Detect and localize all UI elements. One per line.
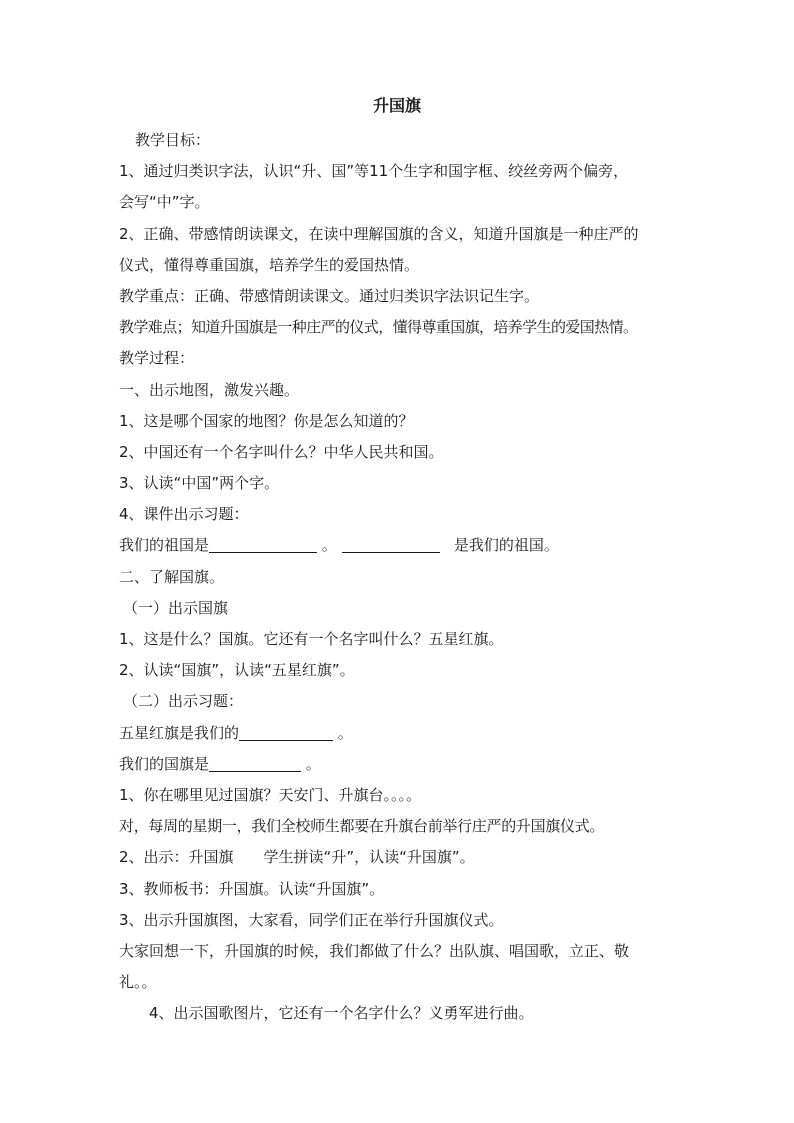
text-line: 1、这是什么？国旗。它还有一个名字叫什么？五星红旗。 (119, 630, 504, 648)
exercise-line-national-flag (119, 749, 679, 780)
fill-blank (239, 724, 333, 741)
fill-blank (209, 536, 317, 553)
text-line: 2、认读“国旗”，认读“五星红旗”。 (119, 661, 355, 680)
text-line: 4、课件出示习题： (119, 505, 249, 524)
text-line: 1、你在哪里见过国旗？天安门、升旗台。。。。 (119, 785, 422, 804)
text-line: 教学目标： (135, 131, 211, 149)
exercise-line-flag (119, 718, 679, 749)
text-line: 礼。。 (119, 973, 157, 992)
text-line: 会写“中”字。 (119, 193, 210, 212)
text-line: 教学重点：正确、带感情朗读课文。通过归类识字法识记生字。 (119, 286, 540, 305)
text-line: 教学难点；知道升国旗是一种庄严的仪式，懂得尊重国旗，培养学生的爱国热情。 (119, 318, 638, 337)
exercise-suffix: 是我们的祖国。 (453, 536, 559, 555)
document-body (119, 125, 679, 1029)
text-line: 大家回想一下，升国旗的时候，我们都做了什么？出队旗、唱国歌，立正、敬 (119, 941, 630, 960)
text-line: 二、了解国旗。 (119, 567, 225, 586)
exercise-prefix: 五星红旗是我们的 (119, 723, 240, 742)
text-line: 一、出示地图，激发兴趣。 (119, 380, 300, 399)
exercise-line-motherland (119, 530, 679, 561)
text-line: 2、中国还有一个名字叫什么？中华人民共和国。 (119, 442, 444, 461)
text-line: 2、正确、带感情朗读课文，在读中理解国旗的含义，知道升国旗是一种庄严的 (119, 224, 639, 243)
text-line: （二）出示习题： (123, 692, 244, 711)
text-line: 仪式，懂得尊重国旗，培养学生的爱国热情。 (119, 255, 420, 274)
text-line: （一）出示国旗 (123, 598, 229, 617)
exercise-prefix: 我们的祖国是 (119, 536, 210, 555)
exercise-prefix: 我们的国旗是 (119, 754, 210, 773)
exercise-middle: 。 (321, 536, 337, 555)
exercise-suffix: 。 (305, 754, 321, 773)
text-line: 3、教师板书：升国旗。认读“升国旗”。 (119, 879, 385, 898)
text-line: 4、出示国歌图片，它还有一个名字什么？义勇军进行曲。 (149, 1004, 534, 1023)
fill-blank (342, 536, 440, 553)
text-line: 2、出示：升国旗 学生拼读“升”，认读“升国旗”。 (119, 848, 475, 867)
text-line: 3、出示升国旗图，大家看，同学们正在举行升国旗仪式。 (119, 910, 504, 929)
fill-blank (209, 755, 301, 772)
text-line: 1、这是哪个国家的地图？你是怎么知道的？ (119, 411, 414, 430)
text-line: 3、认读“中国”两个字。 (119, 474, 280, 493)
exercise-suffix: 。 (337, 723, 353, 742)
text-line: 教学过程： (119, 349, 195, 368)
text-line: 1、通过归类识字法，认识“升、国”等11个生字和国字框、绞丝旁两个偏旁， (119, 162, 629, 181)
document-title: 升国旗 (372, 96, 421, 115)
text-line: 对，每周的星期一，我们全校师生都要在升旗台前举行庄严的升国旗仪式。 (119, 817, 605, 836)
